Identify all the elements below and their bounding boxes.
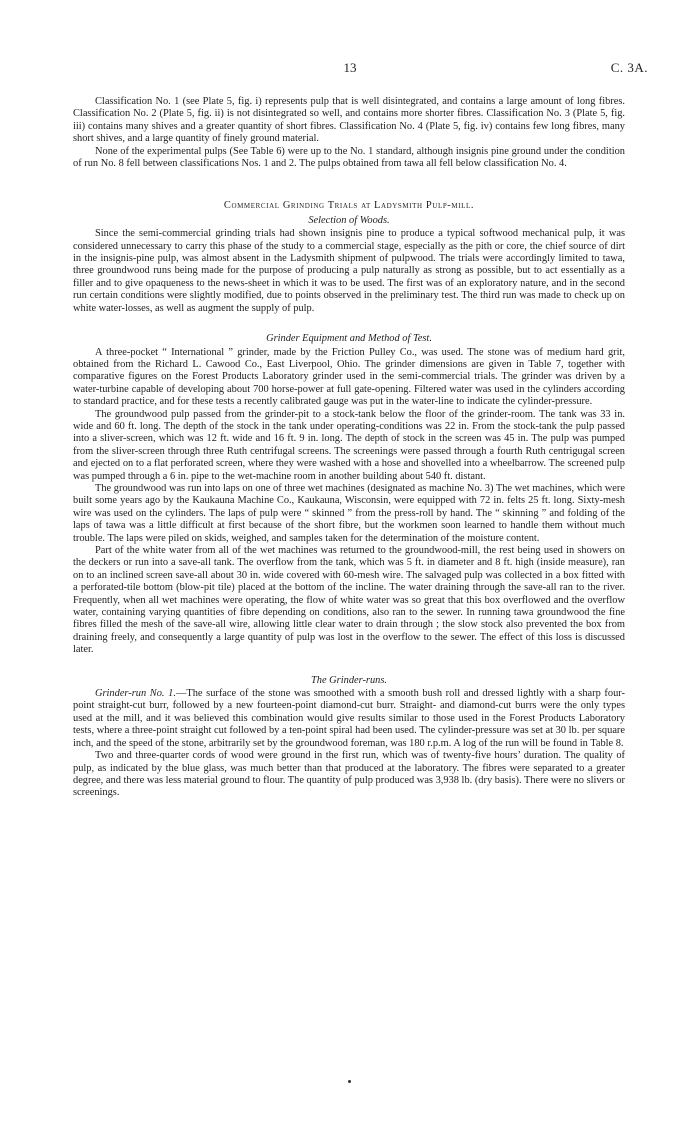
run-1-text: —The surface of the stone was smoothed with a smooth bush roll and dressed lightly with a sharp four-point straight-cut burr, followed by a new fourteen-point diamond-cut burr. Straight- and diamond-cut burrs were the only types used at the mill, and it was believed this combination would give results similar to those used in the Forest Products Laboratory tests, where a three-point straight cut followed by a ten-point spiral had been used. The cylinder-pressure was set at 30 lb. per square inch, and the speed of the stone, arbitrarily set by the groundwood foreman, was 180 r.p.m. A log of the run will be found in Table 8. bbox=[73, 688, 625, 749]
subheading-grinder-equipment: Grinder Equipment and Method of Test. bbox=[266, 333, 432, 345]
paragraph-stock-tank: The groundwood pulp passed from the grinder-pit to a stock-tank below the floor of the grinder-room. The tank was 33 in. wide and 60 ft. long. The depth of the stock in the tank under operating-conditions was 22 in. From the stock-tank the pulp passed into a sliver-screen, which was 12 ft. wide and 16 ft. 9 in. long. The depth of stock in the screen was 45 in. The pulp was pumped from the sliver-screen through three Ruth centrifugal screens. The screenings were passed through a fourth Ruth centrigugal screen and ejected on to a flat perforated screen, where they were washed with a hose and shovelled into a wheelbarrow. The screened pulp was pumped through a 6 in. pipe to the wet-machine room in another building about 540 ft. distant. bbox=[73, 408, 625, 482]
footer-mark bbox=[348, 1080, 351, 1083]
paragraph-experimental-pulps: None of the experimental pulps (See Table 6) were up to the No. 1 standard, although insignis pine ground under the condition of run No. 8 fell between classifications Nos. 1 and 2. The pulps obtained from tawa all fell below classification No. 4. bbox=[73, 145, 625, 170]
page-body bbox=[73, 96, 625, 800]
paragraph-white-water: Part of the white water from all of the wet machines was returned to the groundwood-mill, the rest being used in showers on the deckers or run into a save-all tank. The overflow from the tank, which was 5 ft. in diameter and 8 ft. high (inside measure), ran on to an inclined screen save-all about 30 in. wide covered with 60-mesh wire. The salvaged pulp was collected in a box fitted with a perforated-tile bottom (blow-pit tile) placed at the bottom of the incline. The water draining through the save-all ran to the river. Frequently, when all wet machines were operating, the flow of white water was so great that this box overflowed and the overflow water, containing varying quantities of fibre depending on conditions, also ran to the sewer. In running tawa groundwood the fine fibres filled the mesh of the save-all wire, allowing little clear water to drain through ; the slow stock also prevented the box from draining freely, and consequently a large quantity of pulp was lost in the overflow to the sewer. The effect of this loss is discussed later. bbox=[73, 545, 625, 656]
paragraph-run-1 bbox=[73, 688, 625, 750]
subheading-selection-of-woods: Selection of Woods. bbox=[308, 214, 390, 226]
paragraph-wet-machines: The groundwood was run into laps on one of three wet machines (designated as machine No. 3) The wet machines, which were built some years ago by the Kaukauna Machine Co., Kaukauna, Wisconsin, were equipped with 72 in. felts 25 ft. long. Sixty-mesh wire was used on the cylinders. The laps of pulp were “ skinned ” from the press-roll by hand. The “ skinning ” and folding of the laps of tawa was a little difficult at first because of the short fibre, but the workmen soon learned to handle them without much trouble. The laps were piled on skids, weighed, and samples taken for the determination of the moisture content. bbox=[73, 482, 625, 544]
subheading-grinder-runs: The Grinder-runs. bbox=[311, 674, 387, 686]
run-1-label: Grinder-run No. 1. bbox=[95, 688, 176, 700]
report-code: C. 3A. bbox=[610, 60, 648, 75]
section-heading-commercial-trials: Commercial Grinding Trials at Ladysmith Pulp-mill. bbox=[223, 200, 475, 212]
page-number: 13 bbox=[343, 60, 357, 75]
paragraph-selection: Since the semi-commercial grinding trials had shown insignis pine to produce a typical softwood mechanical pulp, it was considered unnecessary to carry this phase of the study to a commercial stage, especially as the pith or core, the chief source of dirt in the insignis-pine pulp, was almost absent in the Ladysmith shipment of pulpwood. The trials were accordingly limited to tawa, three groundwood runs being made for the purpose of producing a pulp naturally as strong as possible, but to act essentially as a filler and to give opaqueness to the news-sheet in which it was to be used. The first was of an exploratory nature, and in the second run certain conditions were slightly modified, due to points observed in the preliminary test. The third run was made to check up on white water-losses, as well as augment the supply of pulp. bbox=[73, 228, 625, 314]
paragraph-first-run-results: Two and three-quarter cords of wood were ground in the first run, which was of twenty-five hours’ duration. The quality of pulp, as indicated by the blue glass, was much better than that produced at the laboratory. The fibres were separated to a greater degree, and there was less material ground to flour. The quantity of pulp produced was 3,938 lb. (dry basis). There were no slivers or screenings. bbox=[73, 750, 625, 799]
page-header bbox=[0, 62, 700, 78]
paragraph-grinder: A three-pocket “ International ” grinder, made by the Friction Pulley Co., was used. The stone was of medium hard grit, obtained from the Richard L. Cawood Co., East Liverpool, Ohio. The grinder dimensions are given in Table 7, together with comparative figures on the Forest Products Laboratory grinder used in the semi-commercial trials. The grinder was driven by a water-turbine capable of developing about 700 horse-power at full gate-opening. Filtered water was used in the cylinders according to standard practice, and for these tests a recently calibrated gauge was put in the water-line to indicate the cylinder-pressure. bbox=[73, 346, 625, 408]
paragraph-classification: Classification No. 1 (see Plate 5, fig. i) represents pulp that is well disintegrated, and contains a large amount of long fibres. Classification No. 2 (Plate 5, fig. ii) is not disintegrated so well, and contains more shorter fibres. Classification No. 3 (Plate 5, fig. iii) contains many shives and a greater quantity of short fibres. Classification No. 4 (Plate 5, fig. iv) contains few long fibres, many short shives, and a large quantity of finely ground material. bbox=[73, 96, 625, 145]
